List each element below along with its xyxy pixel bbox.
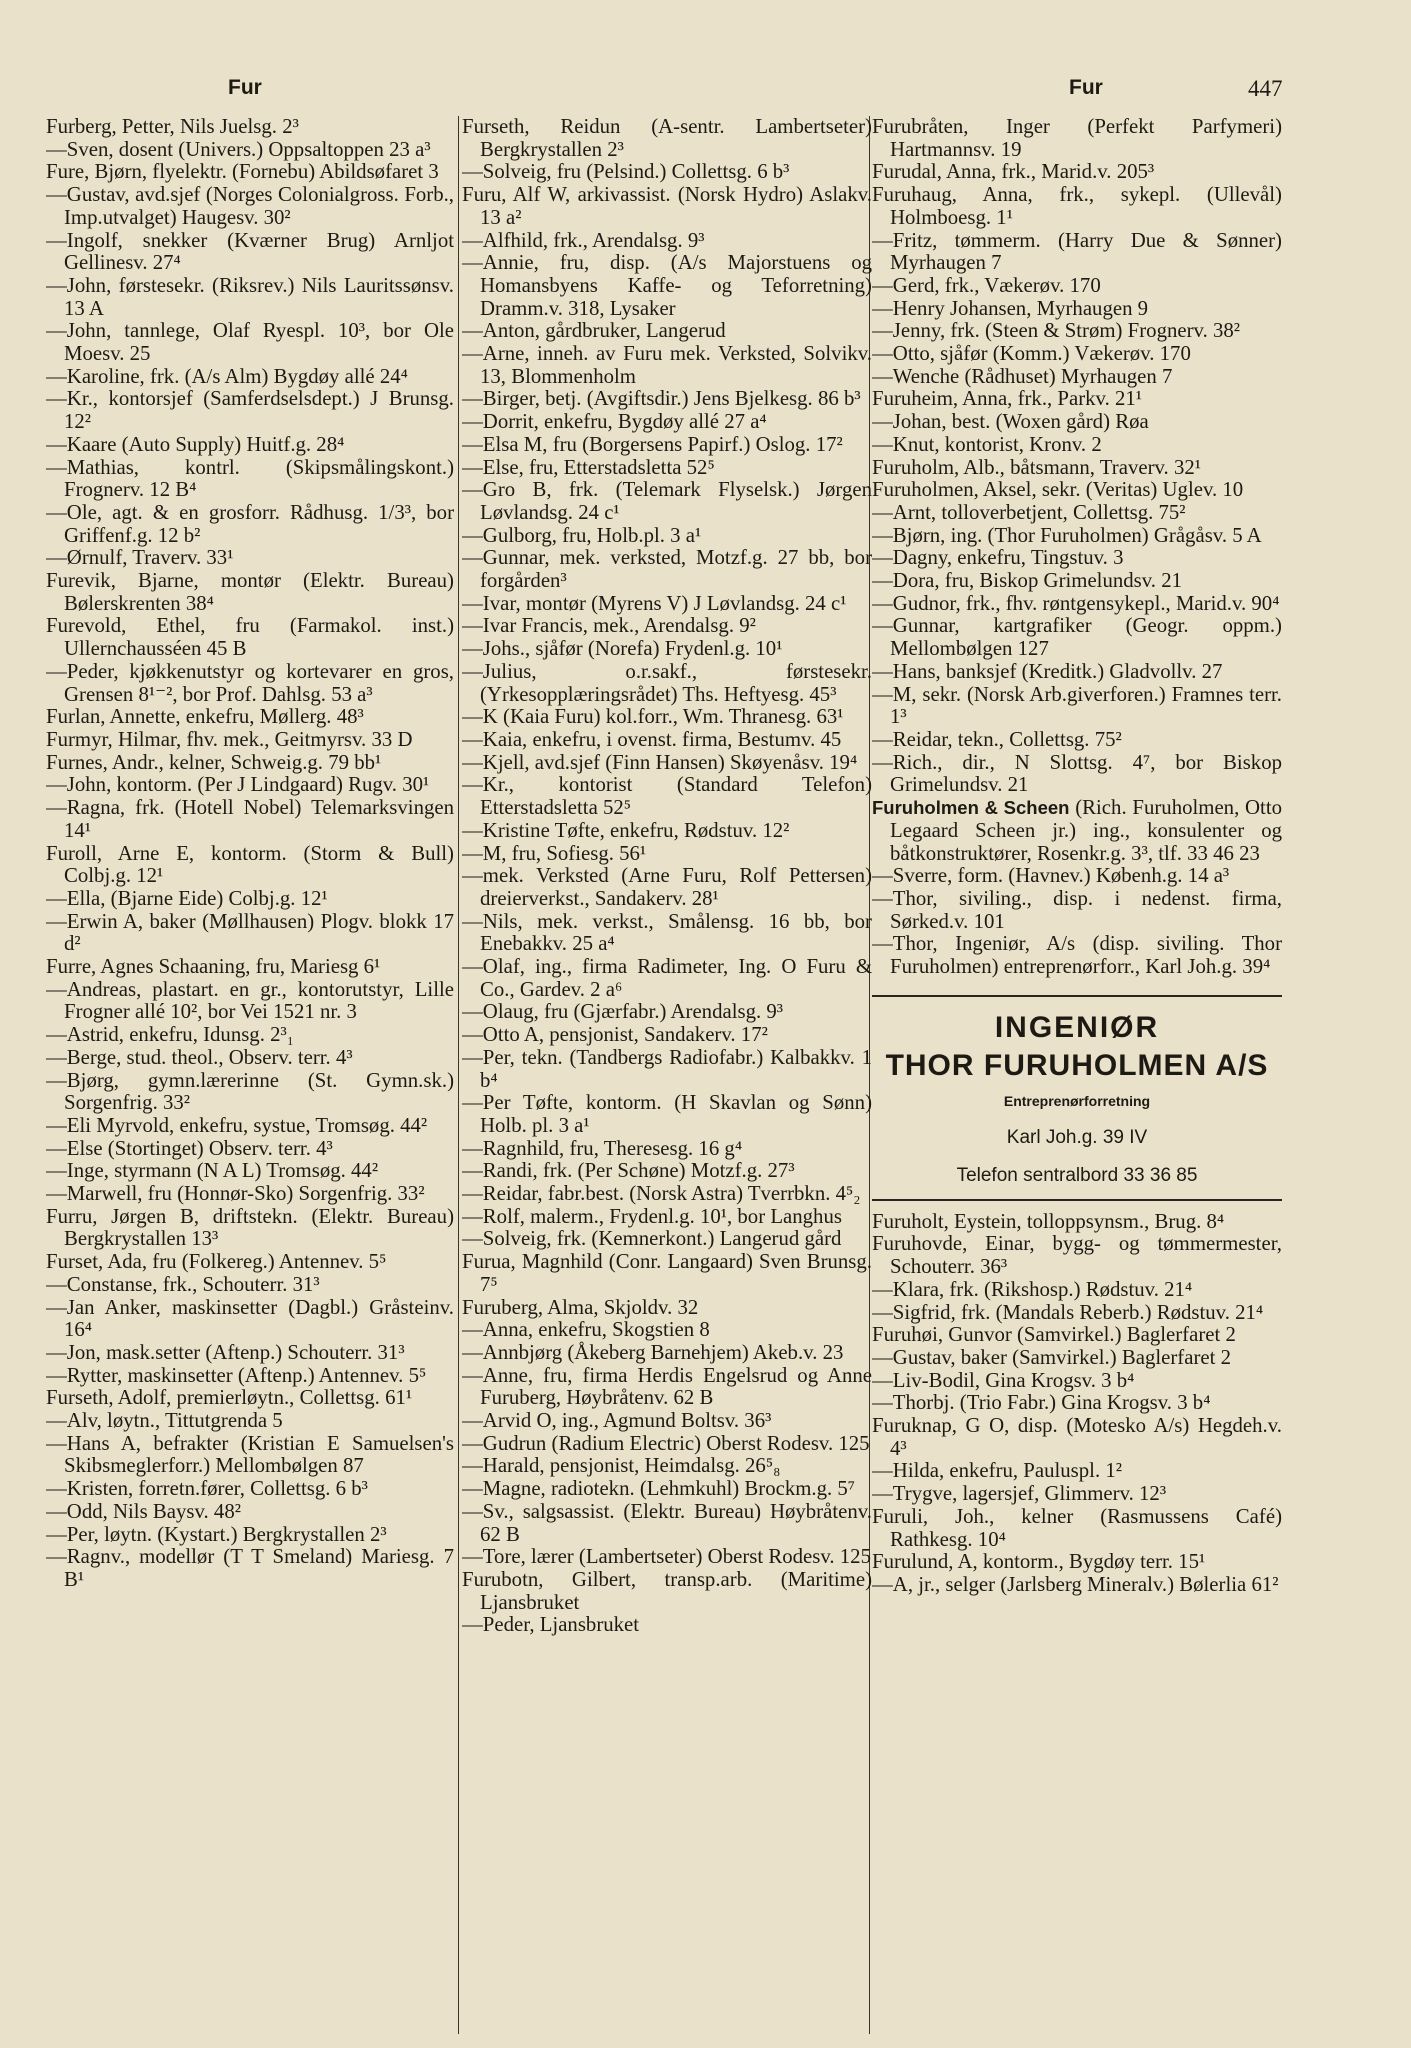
- directory-entry: —Gulborg, fru, Holb.pl. 3 a¹: [462, 523, 702, 547]
- directory-entry: —Sverre, form. (Havnev.) Københ.g. 14 a³: [872, 864, 1230, 888]
- directory-entry: —Ivar Francis, mek., Arendalsg. 9²: [462, 614, 756, 638]
- directory-entry: —Odd, Nils Baysv. 48²: [46, 1499, 241, 1523]
- directory-entry: —Dagny, enkefru, Tingstuv. 3: [872, 546, 1124, 570]
- directory-entry: —Rich., dir., N Slottsg. 4⁷, bor Biskop Grimelundsv. 21: [872, 750, 1282, 797]
- directory-entry: Furre, Agnes Schaaning, fru, Mariesg 6¹: [46, 955, 381, 979]
- column-1: [46, 116, 454, 2028]
- column-3-entries-bottom: [872, 1211, 1282, 1597]
- directory-entry: —Thor, siviling., disp. i nedenst. firma, Sørked.v. 101: [872, 886, 1282, 933]
- directory-entry: —Sven, dosent (Univers.) Oppsaltoppen 23 a³: [46, 137, 431, 161]
- directory-entry: —Dora, fru, Biskop Grimelundsv. 21: [872, 569, 1182, 593]
- directory-entry: —M, sekr. (Norsk Arb.giverforen.) Framnes terr. 1³: [872, 682, 1282, 729]
- advert-business-type: Entreprenørforretning: [1003, 1092, 1151, 1109]
- directory-entry: Furevold, Ethel, fru (Farmakol. inst.) Ullernchausséen 45 B: [46, 614, 454, 661]
- advertisement-box: [872, 995, 1282, 1201]
- directory-entry: Furuhøi, Gunvor (Samvirkel.) Baglerfaret 2: [872, 1323, 1236, 1347]
- directory-entry: —Henry Johansen, Myrhaugen 9: [872, 296, 1149, 320]
- directory-entry: —Trygve, lagersjef, Glimmerv. 12³: [872, 1482, 1167, 1506]
- directory-entry: —Klara, frk. (Rikshosp.) Rødstuv. 21⁴: [872, 1277, 1193, 1301]
- directory-entry: —Olaf, ing., firma Radimeter, Ing. O Furu & Co., Gardev. 2 a⁶: [462, 955, 872, 1001]
- directory-entry: —Otto A, pensjonist, Sandakerv. 17²: [462, 1023, 768, 1047]
- directory-entry: —Eli Myrvold, enkefru, systue, Tromsøg. 44²: [46, 1113, 428, 1137]
- directory-entry: —John, førstesekr. (Riksrev.) Nils Lauritssønsv. 13 A: [46, 273, 454, 320]
- directory-entry: —Fritz, tømmerm. (Harry Due & Sønner) Myrhaugen 7: [872, 228, 1282, 275]
- directory-entry: Furevik, Bjarne, montør (Elektr. Bureau) Bølerskrenten 38⁴: [46, 569, 454, 615]
- directory-entry: Furseth, Reidun (A-sentr. Lambertseter) Bergkrystallen 2³: [462, 116, 872, 161]
- directory-entry: —Annbjørg (Åkeberg Barnehjem) Akeb.v. 23: [462, 1340, 844, 1364]
- directory-entry: —Arnt, tolloverbetjent, Collettsg. 75²: [872, 500, 1186, 524]
- running-head-right: Fur: [1069, 76, 1103, 99]
- directory-entry: Furberg, Petter, Nils Juelsg. 2³: [46, 116, 299, 138]
- directory-entry: —Kristen, forretn.fører, Collettsg. 6 b³: [46, 1477, 368, 1501]
- directory-entry: —Marwell, fru (Honnør-Sko) Sorgenfrig. 33²: [46, 1182, 425, 1206]
- directory-entry: —Constanse, frk., Schouterr. 31³: [46, 1272, 320, 1296]
- directory-entry: —Reidar, fabr.best. (Norsk Astra) Tverrbkn. 4⁵₂: [462, 1182, 861, 1206]
- directory-entry: Furuli, Joh., kelner (Rasmussens Café) Rathkesg. 10⁴: [872, 1504, 1282, 1551]
- directory-entry: —Erwin A, baker (Møllhausen) Plogv. blokk 17 d²: [46, 909, 454, 956]
- advert-address: Karl Joh.g. 39 IV: [1006, 1126, 1148, 1148]
- directory-entry: —Reidar, tekn., Collettsg. 75²: [872, 727, 1122, 751]
- directory-entry: Furuholt, Eystein, tolloppsynsm., Brug. 8⁴: [872, 1209, 1225, 1233]
- advert-line-1: INGENIØR: [994, 1010, 1160, 1044]
- directory-entry: Furseth, Adolf, premierløytn., Collettsg. 61¹: [46, 1386, 413, 1410]
- directory-entry: —Bjørn, ing. (Thor Furuholmen) Grågåsv. 5 A: [872, 523, 1262, 547]
- directory-entry: —Ingolf, snekker (Kværner Brug) Arnljot Gellinesv. 27⁴: [46, 228, 454, 275]
- directory-entry: Furubråten, Inger (Perfekt Parfymeri) Hartmannsv. 19: [872, 116, 1282, 161]
- directory-entry: —Kjell, avd.sjef (Finn Hansen) Skøyenåsv. 19⁴: [462, 750, 858, 774]
- directory-entry: —Anton, gårdbruker, Langerud: [462, 319, 726, 343]
- directory-entry: —John, kontorm. (Per J Lindgaard) Rugv. 30¹: [46, 773, 430, 797]
- directory-entry: —Harald, pensjonist, Heimdalsg. 26⁵₈: [462, 1454, 781, 1478]
- page-number: 447: [1248, 76, 1283, 101]
- directory-entry: —A, jr., selger (Jarlsberg Mineralv.) Bølerlia 61²: [872, 1572, 1279, 1596]
- directory-entry: —Kristine Tøfte, enkefru, Rødstuv. 12²: [462, 818, 790, 842]
- directory-entry: —M, fru, Sofiesg. 56¹: [462, 841, 647, 865]
- directory-entry: Furuhaug, Anna, frk., sykepl. (Ullevål) Holmboesg. 1¹: [872, 183, 1282, 229]
- advert-telephone: Telefon sentralbord 33 36 85: [956, 1164, 1198, 1186]
- directory-entry: —Hilda, enkefru, Pauluspl. 1²: [872, 1459, 1122, 1483]
- directory-entry: —Gustav, avd.sjef (Norges Colonialgross. Forb., Imp.utvalget) Haugesv. 30²: [46, 183, 454, 229]
- directory-entry: —Elsa M, fru (Borgersens Papirf.) Oslog. 17²: [462, 432, 843, 456]
- directory-entry: —Sv., salgsassist. (Elektr. Bureau) Høybråtenv. 62 B: [462, 1499, 872, 1546]
- directory-entry: —Ella, (Bjarne Eide) Colbj.g. 12¹: [46, 886, 328, 910]
- directory-entry: —Anne, fru, firma Herdis Engelsrud og Anne Furuberg, Høybråtenv. 62 B: [462, 1363, 872, 1410]
- directory-entry: Furu, Alf W, arkivassist. (Norsk Hydro) Aslakv. 13 a²: [462, 183, 872, 229]
- column-3-entries-top: [872, 116, 1282, 979]
- directory-entry: —Ole, agt. & en grosforr. Rådhusg. 1/3³, bor Griffenf.g. 12 b²: [46, 500, 454, 547]
- entry-name-bold: Furuholmen & Scheen: [872, 797, 1070, 819]
- directory-entry: —Kaia, enkefru, i ovenst. firma, Bestumv. 45: [462, 727, 842, 751]
- directory-entry: —Anna, enkefru, Skogstien 8: [462, 1318, 710, 1342]
- directory-entry: —Peder, Ljansbruket: [462, 1613, 640, 1637]
- directory-entry: —Gro B, frk. (Telemark Flyselsk.) Jørgen Løvlandsg. 24 c¹: [462, 478, 872, 524]
- directory-entry: —Arne, inneh. av Furu mek. Verksted, Solvikv. 13, Blommenholm: [462, 342, 872, 388]
- directory-entry: Furuknap, G O, disp. (Motesko A/s) Hegdeh.v. 4³: [872, 1414, 1282, 1460]
- directory-entry: —Astrid, enkefru, Idunsg. 2³₁: [46, 1023, 294, 1047]
- directory-entry: —Thorbj. (Trio Fabr.) Gina Krogsv. 3 b⁴: [872, 1391, 1211, 1415]
- directory-entry: Furudal, Anna, frk., Marid.v. 205³: [872, 160, 1155, 184]
- directory-entry: —Gunnar, kartgrafiker (Geogr. oppm.) Mellombølgen 127: [872, 614, 1282, 661]
- directory-entry: —Else (Stortinget) Observ. terr. 4³: [46, 1136, 333, 1160]
- directory-entry: —Ragnv., modellør (T T Smeland) Mariesg. 7 B¹: [46, 1545, 454, 1591]
- directory-entry: —Ivar, montør (Myrens V) J Løvlandsg. 24 c¹: [462, 591, 847, 615]
- directory-entry: —Per Tøfte, kontorm. (H Skavlan og Sønn) Holb. pl. 3 a¹: [462, 1091, 872, 1137]
- directory-entry: —Johan, best. (Woxen gård) Røa: [872, 410, 1149, 434]
- directory-entry: Furset, Ada, fru (Folkereg.) Antennev. 5⁵: [46, 1250, 387, 1274]
- directory-entry: —Gudnor, frk., fhv. røntgensykepl., Marid.v. 90⁴: [872, 591, 1280, 615]
- directory-entry: —Annie, fru, disp. (A/s Majorstuens og Homansbyens Kaffe- og Teforretning) Dramm.v. 318, Lysaker: [462, 251, 872, 320]
- directory-entry: —Alfhild, frk., Arendalsg. 9³: [462, 228, 705, 252]
- directory-entry: —Gerd, frk., Vækerøv. 170: [872, 273, 1101, 297]
- directory-entry: Furuberg, Alma, Skjoldv. 32: [462, 1295, 699, 1319]
- directory-entry: —John, tannlege, Olaf Ryespl. 10³, bor Ole Moesv. 25: [46, 319, 454, 366]
- directory-entry: —Liv-Bodil, Gina Krogsv. 3 b⁴: [872, 1368, 1135, 1392]
- column-divider-1: [458, 116, 459, 2034]
- directory-entry: —Kr., kontorist (Standard Telefon) Etterstadsletta 52⁵: [462, 773, 872, 820]
- directory-entry: —Berge, stud. theol., Observ. terr. 4³: [46, 1045, 353, 1069]
- directory-entry: —Hans A, befrakter (Kristian E Samuelsen's Skibsmeglerforr.) Mellombølgen 87: [46, 1431, 454, 1478]
- directory-entry: Furuhovde, Einar, bygg- og tømmermester, Schouterr. 36³: [872, 1232, 1282, 1279]
- directory-entry: —Hans, banksjef (Kreditk.) Gladvollv. 27: [872, 659, 1223, 683]
- directory-entry: —Otto, sjåfør (Komm.) Vækerøv. 170: [872, 342, 1191, 366]
- directory-entry: Furubotn, Gilbert, transp.arb. (Maritime) Ljansbruket: [462, 1568, 872, 1614]
- directory-entry: —Bjørg, gymn.lærerinne (St. Gymn.sk.) Sorgenfrig. 33²: [46, 1068, 454, 1115]
- directory-entry: —Knut, kontorist, Kronv. 2: [872, 432, 1102, 456]
- directory-entry: [872, 797, 1282, 865]
- directory-entry: —Else, fru, Etterstadsletta 52⁵: [462, 455, 715, 479]
- directory-entry: —Arvid O, ing., Agmund Boltsv. 36³: [462, 1409, 772, 1433]
- directory-entry: —Andreas, plastart. en gr., kontorutstyr, Lille Frogner allé 10², bor Vei 1521 nr. 3: [46, 977, 454, 1024]
- directory-entry: Furuholmen, Aksel, sekr. (Veritas) Uglev. 10: [872, 478, 1244, 502]
- directory-entry: —Jenny, frk. (Steen & Strøm) Frognerv. 38²: [872, 319, 1241, 343]
- directory-entry: —Wenche (Rådhuset) Myrhaugen 7: [872, 364, 1173, 388]
- directory-entry: —Solveig, fru (Pelsind.) Collettsg. 6 b³: [462, 160, 790, 184]
- directory-entry: Furuheim, Anna, frk., Parkv. 21¹: [872, 387, 1143, 411]
- directory-entry: —Thor, Ingeniør, A/s (disp. siviling. Thor Furuholmen) entreprenørforr., Karl Joh.g. 39⁴: [872, 932, 1282, 979]
- directory-entry: —Nils, mek. verkst., Smålensg. 16 bb, bor Enebakkv. 25 a⁴: [462, 909, 872, 956]
- directory-entry: —Karoline, frk. (A/s Alm) Bygdøy allé 24⁴: [46, 364, 408, 388]
- column-2: [462, 116, 872, 2028]
- directory-entry: Furru, Jørgen B, driftstekn. (Elektr. Bureau) Bergkrystallen 13³: [46, 1204, 454, 1251]
- directory-entry: —Gunnar, mek. verksted, Motzf.g. 27 bb, bor forgården³: [462, 546, 872, 593]
- directory-entry: —Kr., kontorsjef (Samferdselsdept.) J Brunsg. 12²: [46, 387, 454, 434]
- directory-entry: —Inge, styrmann (N A L) Tromsøg. 44²: [46, 1159, 379, 1183]
- directory-entry: —Ragna, frk. (Hotell Nobel) Telemarksvingen 14¹: [46, 796, 454, 842]
- directory-entry: —Kaare (Auto Supply) Huitf.g. 28⁴: [46, 432, 345, 456]
- directory-entry: Furlan, Annette, enkefru, Møllerg. 48³: [46, 705, 364, 729]
- directory-entry: —Johs., sjåfør (Norefa) Frydenl.g. 10¹: [462, 637, 783, 661]
- entry-details: (Rich. Furuholmen, Otto Legaard Scheen jr.) ing., konsulenter og båtkonstruktører, Rosenkr.g. 3³, tlf. 33 46 23: [890, 796, 1282, 865]
- directory-entry: —Jon, mask.setter (Aftenp.) Schouterr. 31³: [46, 1340, 405, 1364]
- directory-entry: —Magne, radiotekn. (Lehmkuhl) Brockm.g. 5⁷: [462, 1477, 856, 1501]
- directory-entry: Furua, Magnhild (Conr. Langaard) Sven Brunsg. 7⁵: [462, 1250, 872, 1296]
- column-3: [872, 116, 1282, 2028]
- directory-entry: Furnes, Andr., kelner, Schweig.g. 79 bb¹: [46, 750, 382, 774]
- directory-entry: —Mathias, kontrl. (Skipsmålingskont.) Frognerv. 12 B⁴: [46, 455, 454, 502]
- directory-entry: Fure, Bjørn, flyelektr. (Fornebu) Abildsøfaret 3: [46, 160, 439, 184]
- directory-entry: —Julius, o.r.sakf., førstesekr. (Yrkesopplæringsrådet) Ths. Heftyesg. 45³: [462, 659, 872, 706]
- directory-entry: Furoll, Arne E, kontorm. (Storm & Bull) Colbj.g. 12¹: [46, 841, 454, 888]
- directory-entry: —Jan Anker, maskinsetter (Dagbl.) Gråsteinv. 16⁴: [46, 1295, 454, 1342]
- directory-entry: —Birger, betj. (Avgiftsdir.) Jens Bjelkesg. 86 b³: [462, 387, 861, 411]
- directory-entry: —Alv, løytn., Tittutgrenda 5: [46, 1409, 283, 1433]
- directory-entry: —Sigfrid, frk. (Mandals Reberb.) Rødstuv. 21⁴: [872, 1300, 1264, 1324]
- directory-entry: Furuholm, Alb., båtsmann, Traverv. 32¹: [872, 455, 1201, 479]
- directory-entry: —mek. Verksted (Arne Furu, Rolf Pettersen) dreierverkst., Sandakerv. 28¹: [462, 864, 872, 910]
- directory-entry: Furulund, A, kontorm., Bygdøy terr. 15¹: [872, 1550, 1206, 1574]
- directory-entry: —Ørnulf, Traverv. 33¹: [46, 546, 234, 570]
- directory-entry: —Solveig, frk. (Kemnerkont.) Langerud gård: [462, 1227, 842, 1251]
- directory-entry: Furmyr, Hilmar, fhv. mek., Geitmyrsv. 33 D: [46, 727, 413, 751]
- directory-entry: —Per, tekn. (Tandbergs Radiofabr.) Kalbakkv. 1 b⁴: [462, 1045, 872, 1092]
- directory-entry: —Randi, frk. (Per Schøne) Motzf.g. 27³: [462, 1159, 795, 1183]
- directory-entry: —Peder, kjøkkenutstyr og kortevarer en gros, Grensen 8¹⁻², bor Prof. Dahlsg. 53 a³: [46, 659, 454, 706]
- advert-company-name: THOR FURUHOLMEN A/S: [885, 1048, 1269, 1082]
- running-head-left: Fur: [228, 76, 262, 99]
- directory-entry: —Rolf, malerm., Frydenl.g. 10¹, bor Langhus: [462, 1204, 842, 1228]
- directory-entry: —Per, løytn. (Kystart.) Bergkrystallen 2³: [46, 1522, 387, 1546]
- directory-entry: —Olaug, fru (Gjærfabr.) Arendalsg. 9³: [462, 1000, 784, 1024]
- directory-entry: —Rytter, maskinsetter (Aftenp.) Antennev. 5⁵: [46, 1363, 427, 1387]
- directory-entry: —Gudrun (Radium Electric) Oberst Rodesv. 125: [462, 1431, 870, 1455]
- directory-entry: —Dorrit, enkefru, Bygdøy allé 27 a⁴: [462, 410, 767, 434]
- directory-entry: —Ragnhild, fru, Theresesg. 16 g⁴: [462, 1136, 743, 1160]
- directory-entry: —Gustav, baker (Samvirkel.) Baglerfaret 2: [872, 1345, 1231, 1369]
- directory-entry: —Tore, lærer (Lambertseter) Oberst Rodesv. 125: [462, 1545, 871, 1569]
- directory-entry: —K (Kaia Furu) kol.forr., Wm. Thranesg. 63¹: [462, 705, 844, 729]
